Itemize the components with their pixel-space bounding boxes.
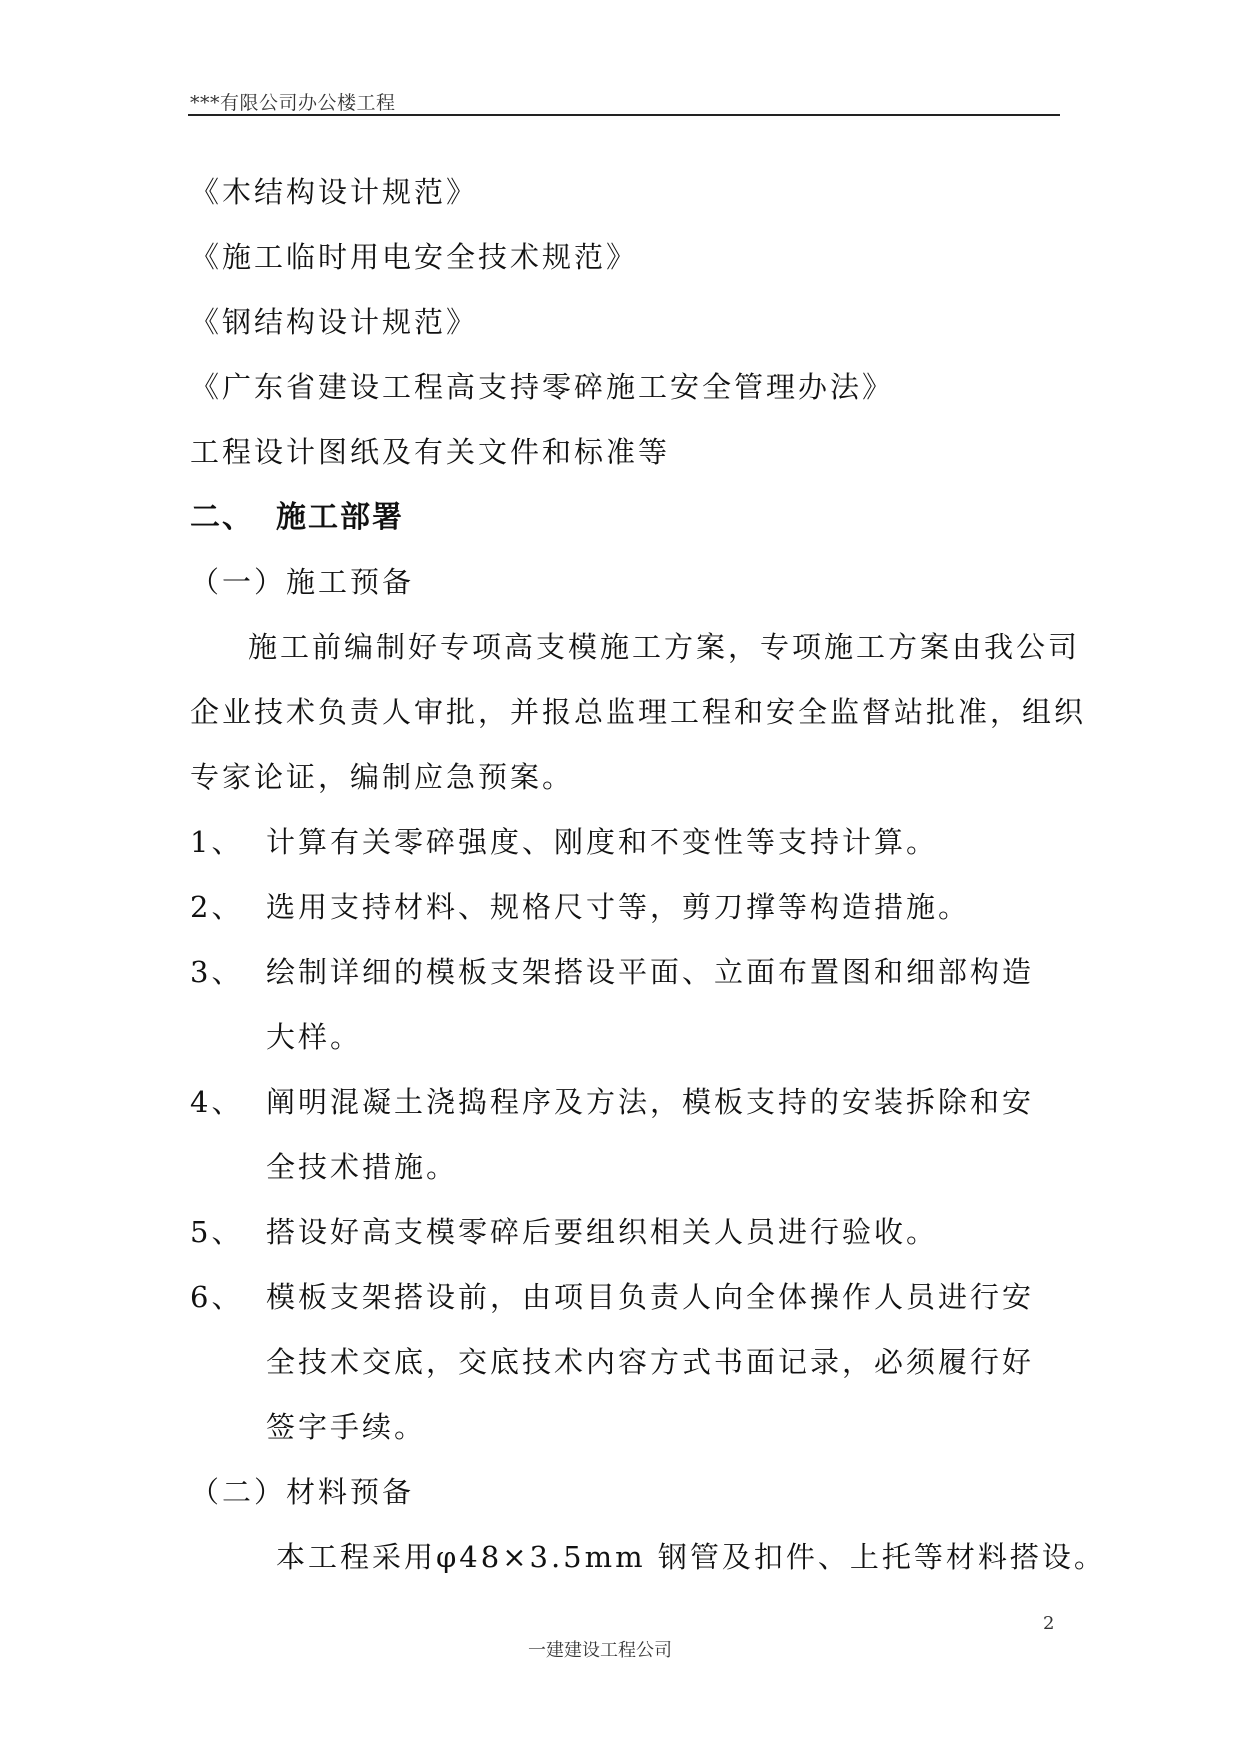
subsection-title-preparation: （一）施工预备 <box>190 565 415 599</box>
list-item-number: 6、 <box>190 1280 244 1314</box>
reference-temporary-power: 《施工临时用电安全技术规范》 <box>190 240 639 274</box>
section-title: 施工部署 <box>276 500 404 535</box>
list-item <box>190 940 1060 1070</box>
reference-wood-structure: 《木结构设计规范》 <box>190 175 479 209</box>
list-item <box>190 1265 1060 1460</box>
section-number: 二、 <box>190 500 254 535</box>
subsection-title-materials: （二）材料预备 <box>190 1475 415 1509</box>
list-item-number: 5、 <box>190 1215 244 1249</box>
list-item-number: 1、 <box>190 825 244 859</box>
reference-steel-structure: 《钢结构设计规范》 <box>190 305 479 339</box>
list-item-text: 搭设好高支模零碎后要组织相关人员进行验收。 <box>266 1215 939 1249</box>
header-divider <box>188 114 1060 116</box>
list-item-number: 3、 <box>190 955 244 989</box>
list-item-text: 阐明混凝土浇捣程序及方法，模板支持的安装拆除和安全技术措施。 <box>266 1085 1035 1184</box>
list-item-text: 计算有关零碎强度、刚度和不变性等支持计算。 <box>266 825 939 859</box>
list-item-text: 选用支持材料、规格尺寸等，剪刀撑等构造措施。 <box>266 890 971 924</box>
reference-guangdong-rules: 《广东省建设工程高支持零碎施工安全管理办法》 <box>190 370 895 404</box>
page-footer: 一建建设工程公司 <box>528 1640 672 1661</box>
paragraph-line: 施工前编制好专项高支模施工方案，专项施工方案由我公司 <box>248 630 1081 664</box>
page-header: ***有限公司办公楼工程 <box>190 92 396 114</box>
document-body <box>190 160 1106 1590</box>
materials-paragraph: 本工程采用φ48×3.5mm 钢管及扣件、上托等材料搭设。 <box>276 1540 1106 1574</box>
list-item-number: 4、 <box>190 1085 244 1119</box>
paragraph-line: 专家论证，编制应急预案。 <box>190 760 575 794</box>
page-number: 2 <box>1043 1613 1055 1634</box>
list-item <box>190 810 1060 875</box>
list-item <box>190 1200 1060 1265</box>
list-item <box>190 1070 1060 1200</box>
reference-design-drawings: 工程设计图纸及有关文件和标准等 <box>190 435 671 469</box>
list-item-text: 绘制详细的模板支架搭设平面、立面布置图和细部构造大样。 <box>266 955 1035 1054</box>
paragraph-line: 企业技术负责人审批，并报总监理工程和安全监督站批准，组织 <box>190 695 1087 729</box>
list-item-text: 模板支架搭设前，由项目负责人向全体操作人员进行安全技术交底，交底技术内容方式书面记录，必须履行好签字手续。 <box>266 1280 1035 1444</box>
list-item <box>190 875 1060 940</box>
section-heading <box>190 485 1060 550</box>
list-item-number: 2、 <box>190 890 244 924</box>
